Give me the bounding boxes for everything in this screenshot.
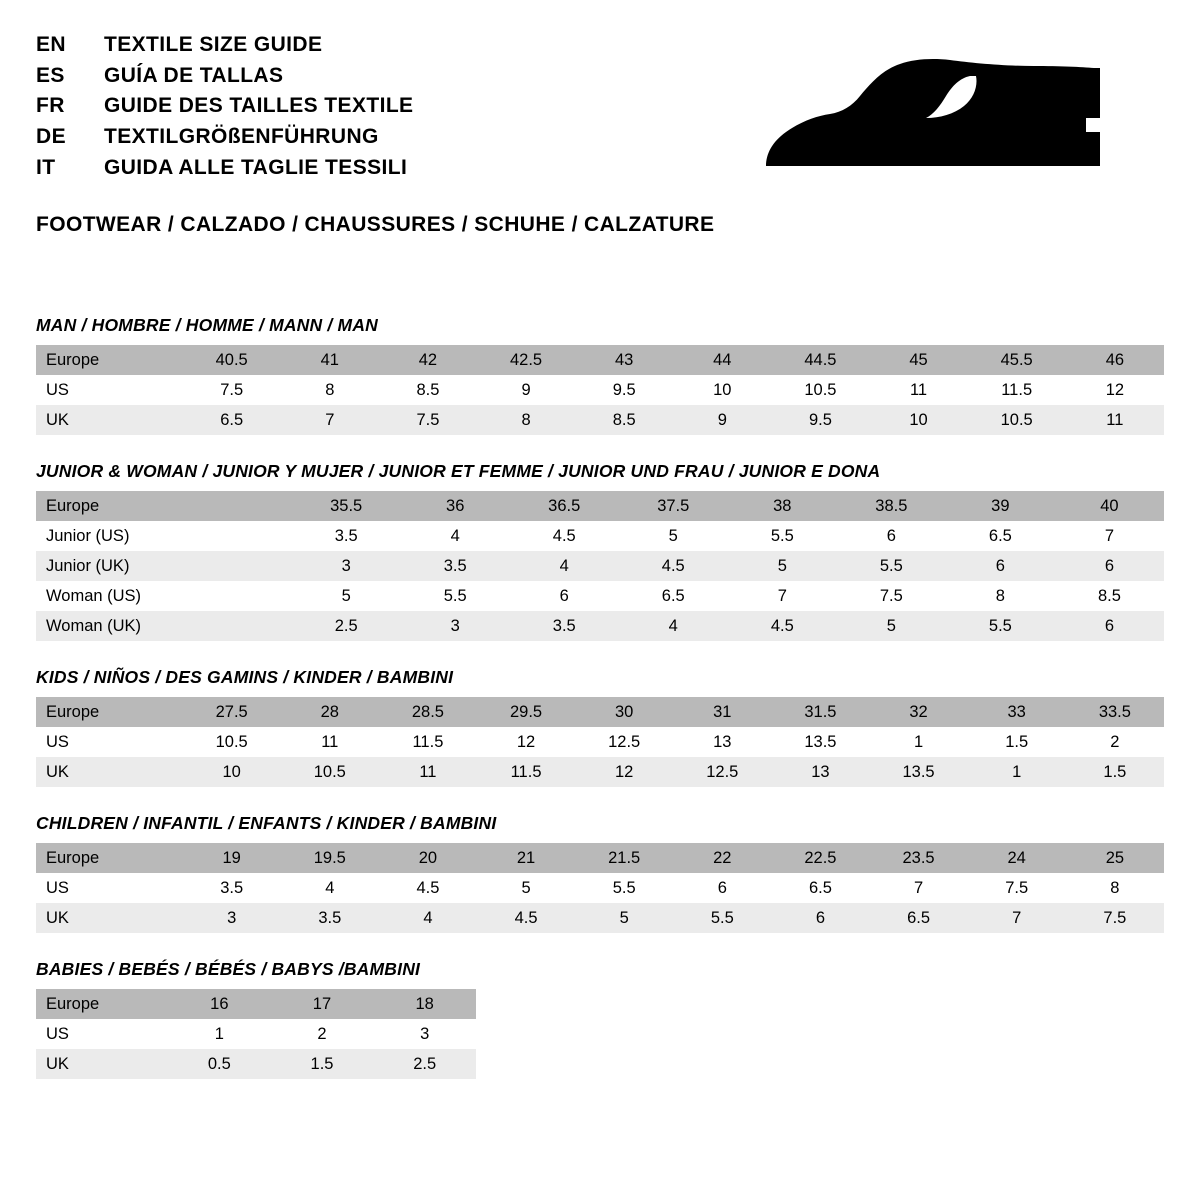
cell: 5 — [477, 873, 575, 903]
cell: 45 — [870, 345, 968, 375]
cell: 31.5 — [771, 697, 869, 727]
cell: 40 — [1055, 491, 1164, 521]
cell: 10.5 — [771, 375, 869, 405]
table-row — [36, 375, 1164, 405]
cell: 18 — [373, 989, 476, 1019]
cell: 6 — [1055, 611, 1164, 641]
cell: 13.5 — [870, 757, 968, 787]
cell: 9 — [673, 405, 771, 435]
cell: 33.5 — [1066, 697, 1164, 727]
cell: 5.5 — [673, 903, 771, 933]
cell: 7 — [281, 405, 379, 435]
row-label: UK — [36, 757, 183, 787]
cell: 31 — [673, 697, 771, 727]
cell: 45.5 — [968, 345, 1066, 375]
cell — [183, 521, 292, 551]
cell: 42 — [379, 345, 477, 375]
table-row — [36, 697, 1164, 727]
language-row — [36, 153, 413, 184]
cell: 1 — [168, 1019, 271, 1049]
cell — [183, 581, 292, 611]
cell: 7 — [968, 903, 1066, 933]
cell: 42.5 — [477, 345, 575, 375]
cell: 19.5 — [281, 843, 379, 873]
section-title: CHILDREN / INFANTIL / ENFANTS / KINDER / BAMBINI — [36, 813, 497, 834]
cell: 6 — [837, 521, 946, 551]
size-table-man — [36, 345, 1164, 435]
language-title-list — [36, 30, 413, 183]
table-row — [36, 405, 1164, 435]
cell: 5.5 — [728, 521, 837, 551]
cell: 2.5 — [373, 1049, 476, 1079]
cell: 7.5 — [1066, 903, 1164, 933]
cell: 28.5 — [379, 697, 477, 727]
cell: 7.5 — [379, 405, 477, 435]
cell: 38.5 — [837, 491, 946, 521]
table-row — [36, 989, 476, 1019]
cell: 8.5 — [575, 405, 673, 435]
cell: 24 — [968, 843, 1066, 873]
row-label: US — [36, 873, 183, 903]
cell: 7.5 — [183, 375, 281, 405]
cell: 11.5 — [968, 375, 1066, 405]
cell: 7.5 — [837, 581, 946, 611]
table-row — [36, 491, 1164, 521]
table-row — [36, 873, 1164, 903]
cell: 36.5 — [510, 491, 619, 521]
cell: 21.5 — [575, 843, 673, 873]
table-row — [36, 521, 1164, 551]
cell: 5 — [837, 611, 946, 641]
table-row — [36, 1019, 476, 1049]
cell — [183, 611, 292, 641]
cell: 35.5 — [292, 491, 401, 521]
cell: 3 — [183, 903, 281, 933]
cell: 12.5 — [673, 757, 771, 787]
cell: 6.5 — [771, 873, 869, 903]
cell: 5 — [292, 581, 401, 611]
cell: 4.5 — [619, 551, 728, 581]
row-label: Europe — [36, 843, 183, 873]
cell: 3.5 — [510, 611, 619, 641]
cell: 5 — [575, 903, 673, 933]
cell: 5.5 — [575, 873, 673, 903]
row-label: Europe — [36, 697, 183, 727]
language-title: TEXTILGRÖßENFÜHRUNG — [103, 124, 379, 148]
size-table-kids — [36, 697, 1164, 787]
table-row — [36, 757, 1164, 787]
cell: 11 — [379, 757, 477, 787]
cell: 6.5 — [946, 521, 1055, 551]
table-row — [36, 727, 1164, 757]
cell: 11.5 — [477, 757, 575, 787]
cell: 4 — [401, 521, 510, 551]
cell: 4.5 — [477, 903, 575, 933]
row-label: UK — [36, 903, 183, 933]
cell: 0.5 — [168, 1049, 271, 1079]
section-title: KIDS / NIÑOS / DES GAMINS / KINDER / BAMBINI — [36, 667, 454, 688]
section-junior-woman — [36, 461, 1164, 641]
cell: 3 — [373, 1019, 476, 1049]
size-table-junior-woman — [36, 491, 1164, 641]
row-label: Junior (UK) — [36, 551, 183, 581]
section-title: JUNIOR & WOMAN / JUNIOR Y MUJER / JUNIOR ET FEMME / JUNIOR UND FRAU / JUNIOR E DONA — [36, 461, 881, 482]
cell: 8 — [1066, 873, 1164, 903]
row-label: US — [36, 375, 183, 405]
cell: 4 — [379, 903, 477, 933]
table-row — [36, 903, 1164, 933]
size-table-children — [36, 843, 1164, 933]
row-label: US — [36, 727, 183, 757]
cell: 1.5 — [968, 727, 1066, 757]
row-label: UK — [36, 1049, 168, 1079]
cell: 37.5 — [619, 491, 728, 521]
cell: 41 — [281, 345, 379, 375]
cell: 3.5 — [183, 873, 281, 903]
cell: 2 — [271, 1019, 374, 1049]
cell: 10.5 — [968, 405, 1066, 435]
section-title: BABIES / BEBÉS / BÉBÉS / BABYS /BAMBINI — [36, 959, 421, 980]
row-label: UK — [36, 405, 183, 435]
cell — [183, 551, 292, 581]
cell: 5.5 — [946, 611, 1055, 641]
cell: 10 — [870, 405, 968, 435]
table-row — [36, 611, 1164, 641]
cell: 43 — [575, 345, 673, 375]
cell: 25 — [1066, 843, 1164, 873]
document-header — [36, 30, 1164, 183]
cell: 8.5 — [1055, 581, 1164, 611]
section-babies — [36, 959, 1164, 1079]
language-code: DE — [36, 124, 66, 148]
language-code: FR — [36, 94, 65, 118]
cell: 46 — [1066, 345, 1164, 375]
cell: 9.5 — [575, 375, 673, 405]
cell: 6.5 — [870, 903, 968, 933]
cell: 12 — [575, 757, 673, 787]
row-label: Europe — [36, 989, 168, 1019]
cell: 4.5 — [510, 521, 619, 551]
cell: 11 — [281, 727, 379, 757]
cell: 33 — [968, 697, 1066, 727]
row-label: Woman (US) — [36, 581, 183, 611]
cell: 5 — [619, 521, 728, 551]
cell: 5.5 — [401, 581, 510, 611]
cell: 6.5 — [183, 405, 281, 435]
cell: 20 — [379, 843, 477, 873]
cell: 10 — [673, 375, 771, 405]
cell: 19 — [183, 843, 281, 873]
language-code: IT — [36, 155, 56, 179]
cell: 3.5 — [292, 521, 401, 551]
cell: 6 — [946, 551, 1055, 581]
cell: 11 — [1066, 405, 1164, 435]
cell: 3.5 — [281, 903, 379, 933]
cell: 7 — [1055, 521, 1164, 551]
cell: 12 — [477, 727, 575, 757]
cell: 7 — [728, 581, 837, 611]
table-row — [36, 551, 1164, 581]
cell: 1 — [870, 727, 968, 757]
row-label: Europe — [36, 491, 183, 521]
cell: 4.5 — [728, 611, 837, 641]
cell: 3 — [292, 551, 401, 581]
language-code: EN — [36, 33, 66, 56]
row-label: Woman (UK) — [36, 611, 183, 641]
table-row — [36, 843, 1164, 873]
row-label: Junior (US) — [36, 521, 183, 551]
cell: 36 — [401, 491, 510, 521]
cell: 5 — [728, 551, 837, 581]
cell: 22.5 — [771, 843, 869, 873]
cell: 10 — [183, 757, 281, 787]
cell: 8.5 — [379, 375, 477, 405]
cell: 23.5 — [870, 843, 968, 873]
cell: 13 — [673, 727, 771, 757]
cell: 2.5 — [292, 611, 401, 641]
cell: 28 — [281, 697, 379, 727]
cell: 44.5 — [771, 345, 869, 375]
cell: 12.5 — [575, 727, 673, 757]
language-row — [36, 91, 413, 122]
language-title: GUIDE DES TAILLES TEXTILE — [103, 94, 414, 118]
section-children — [36, 813, 1164, 933]
cell: 11.5 — [379, 727, 477, 757]
cell: 6 — [510, 581, 619, 611]
cell: 13 — [771, 757, 869, 787]
cell: 4.5 — [379, 873, 477, 903]
cell: 10.5 — [183, 727, 281, 757]
cell: 44 — [673, 345, 771, 375]
cell: 6 — [771, 903, 869, 933]
language-title: GUÍA DE TALLAS — [103, 63, 284, 87]
cell: 13.5 — [771, 727, 869, 757]
cell: 8 — [477, 405, 575, 435]
section-title: MAN / HOMBRE / HOMME / MANN / MAN — [36, 315, 378, 336]
cell: 4 — [510, 551, 619, 581]
table-row — [36, 345, 1164, 375]
row-label: US — [36, 1019, 168, 1049]
cell: 11 — [870, 375, 968, 405]
cell: 8 — [281, 375, 379, 405]
language-row — [36, 122, 413, 153]
cell: 7.5 — [968, 873, 1066, 903]
cell: 21 — [477, 843, 575, 873]
dress-shoe-icon — [764, 58, 1104, 183]
cell: 30 — [575, 697, 673, 727]
category-title: FOOTWEAR / CALZADO / CHAUSSURES / SCHUHE / CALZATURE — [36, 213, 715, 237]
cell: 6 — [1055, 551, 1164, 581]
language-row — [36, 30, 413, 61]
row-label: Europe — [36, 345, 183, 375]
cell: 3.5 — [401, 551, 510, 581]
cell: 1 — [968, 757, 1066, 787]
cell: 1.5 — [1066, 757, 1164, 787]
cell: 5.5 — [837, 551, 946, 581]
section-kids — [36, 667, 1164, 787]
cell: 8 — [946, 581, 1055, 611]
cell: 9.5 — [771, 405, 869, 435]
cell: 22 — [673, 843, 771, 873]
cell: 16 — [168, 989, 271, 1019]
cell: 10.5 — [281, 757, 379, 787]
table-row — [36, 581, 1164, 611]
language-title: GUIDA ALLE TAGLIE TESSILI — [103, 155, 408, 179]
cell: 7 — [870, 873, 968, 903]
cell: 2 — [1066, 727, 1164, 757]
cell: 6 — [673, 873, 771, 903]
language-title: TEXTILE SIZE GUIDE — [103, 33, 323, 56]
cell: 27.5 — [183, 697, 281, 727]
language-row — [36, 61, 413, 92]
table-row — [36, 1049, 476, 1079]
cell: 40.5 — [183, 345, 281, 375]
section-man — [36, 315, 1164, 435]
cell — [183, 491, 292, 521]
cell: 9 — [477, 375, 575, 405]
cell: 1.5 — [271, 1049, 374, 1079]
language-code: ES — [36, 63, 65, 87]
cell: 38 — [728, 491, 837, 521]
cell: 32 — [870, 697, 968, 727]
cell: 3 — [401, 611, 510, 641]
cell: 4 — [619, 611, 728, 641]
cell: 17 — [271, 989, 374, 1019]
cell: 29.5 — [477, 697, 575, 727]
size-table-babies — [36, 989, 476, 1079]
cell: 12 — [1066, 375, 1164, 405]
cell: 39 — [946, 491, 1055, 521]
cell: 4 — [281, 873, 379, 903]
cell: 6.5 — [619, 581, 728, 611]
